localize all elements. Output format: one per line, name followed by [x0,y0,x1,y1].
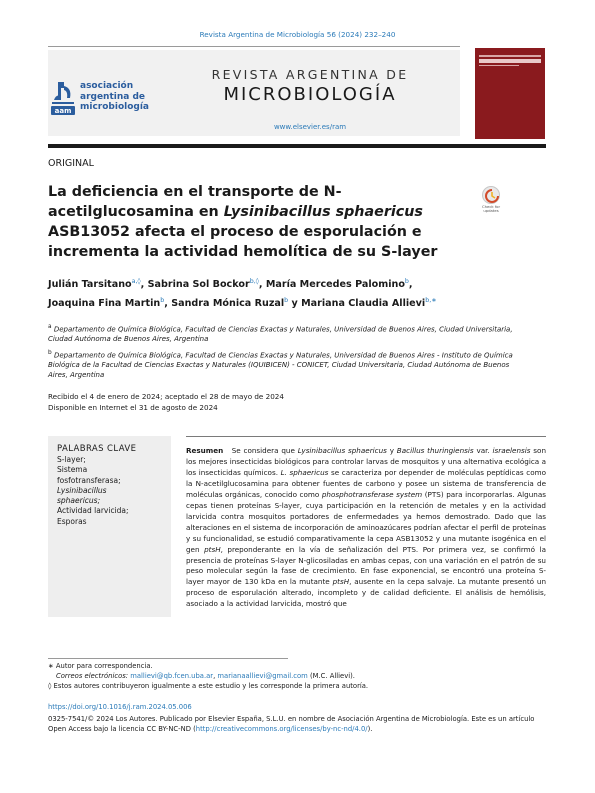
doi-link[interactable]: https://doi.org/10.1016/j.ram.2024.05.006 [48,703,192,711]
logo-abbr: aam [54,107,72,115]
keyword-item: sphaericus; [57,496,101,506]
author-name[interactable]: Joaquina Fina Martin [48,298,161,310]
check-updates-icon [482,186,500,204]
footnote-rule [48,658,288,659]
keyword-item: S-layer; [57,455,86,464]
author-affil-link[interactable]: a,◊ [131,278,141,285]
keyword-item: Sistema [57,465,88,475]
journal-cover-thumbnail [475,48,545,139]
author-name[interactable]: Julián Tarsitano [48,279,132,291]
check-updates-label: Check for updates [481,204,501,214]
author-name[interactable]: Sabrina Sol Bockor [147,279,250,291]
author-affil-link[interactable]: b [404,278,409,285]
article-section: ORIGINAL [48,158,94,169]
abstract-label: Resumen [186,446,224,455]
logo-text: asociación argentina de microbiología [80,81,149,112]
affiliation-b: $^b$ Departamento de Química Biológica, Facultad de Ciencias Exactas y Naturales, Universidad de Buenos Aires - Instituto de Química Biológica de la Facultad de Ciencias Exactas y Naturales (IQUIBICEN) - CONICET, Ciudad Universitaria, Ciudad Autónoma de Buenos Aires, Argentina [48,350,513,380]
author-name[interactable]: Sandra Mónica Ruzal [171,298,285,310]
author-list: Julián Tarsitano$^{a,◊}$, Sabrina Sol Bockor$^{b,◊}$, María Mercedes Palomino$^b$, Joaquina Fina Martin$^b$, Sandra Mónica Ruzal$^b$ y Mariana Claudia Allievi$^{b,∗}$ [48,278,437,310]
author-affil-link[interactable]: b [284,297,289,305]
license-text: 0325-7541/© 2024 Los Autores. Publicado por Elsevier España, S.L.U. en nombre de Asociación Argentina de Microbiología. Este es un artículo Open Access bajo la licencia CC BY-NC-ND (http://creativecommons.org/licenses/by-nc-nd/4.0/). [48,715,535,733]
footnote-emails: Correos electrónicos: mallievi@qb.fcen.uba.ar, marianaallievi@gmail.com (M.C. Allievi). [56,672,355,680]
header-rule [48,46,460,47]
author-affil-link[interactable]: b [160,297,165,305]
author-name[interactable]: Mariana Claudia Allievi [301,298,426,310]
affiliation-a: $^a$ Departamento de Química Biológica, Facultad de Ciencias Exactas y Naturales, Universidad de Buenos Aires, Ciudad Universitaria, Ciudad Autónoma de Buenos Aires, Argentina [48,324,513,344]
aam-logo-icon [50,80,76,116]
author-name[interactable]: María Mercedes Palomino [265,279,405,291]
email-link-2[interactable]: marianaallievi@gmail.com [217,672,308,680]
journal-name-line1: REVISTA ARGENTINA DE [211,67,409,82]
keyword-item: Lysinibacillus [57,485,107,495]
journal-website-link[interactable]: www.elsevier.es/ram [273,123,347,131]
email-link-1[interactable]: mallievi@qb.fcen.uba.ar [130,672,214,680]
author-affil-link[interactable]: b,∗ [425,297,437,305]
keyword-item: Actividad larvicida; [57,506,129,516]
footnote-corresponding: ∗ Autor para correspondencia. [48,662,153,670]
keyword-item: Esporas [57,516,87,526]
license-link[interactable]: http://creativecommons.org/licenses/by-nc-nd/4.0/ [195,725,368,733]
article-title: La deficiencia en el transporte de N-acetilglucosamina en Lysinibacillus sphaericus ASB13052 afecta el proceso de esporulación e incrementa la actividad hemolítica de su S-layer [48,184,438,260]
online-date: Disponible en Internet el 31 de agosto de 2024 [48,402,218,412]
abstract-text [186,446,546,610]
keywords-box [48,436,171,617]
aam-logo [50,80,160,116]
footnote-equal-contribution: ◊ Estos autores contribuyeron igualmente a este estudio y les corresponde la primera autoría. [48,682,369,690]
keyword-item: fosfotransferasa; [57,475,121,485]
section-divider [48,144,546,148]
abstract-rule [186,436,546,437]
received-date: Recibido el 4 de enero de 2024; aceptado el 28 de mayo de 2024 [48,392,284,401]
article-dates [48,392,518,413]
author-affil-link[interactable]: b,◊ [249,278,259,285]
footnotes [48,661,538,691]
abstract-body: Se considera que Lysinibacillus sphaericus y Bacillus thuringiensis var. israelensis son los mejores insecticidas biológicos para controlar larvas de mosquitos y una alternativa ecológica a los insecticidas químicos. L. sphaericus se caracteriza por depender de moléculas peptídicas como la N-acetilglucosamina para obtener fuentes de carbono y posee un sistema de transferencia de moléculas orgánicas, conocido como phosphotransferase system (PTS) para incorporarlas. Algunas cepas tienen proteínas S-layer, cuya participación en la retención de metales y en la actividad larvicida contra mosquitos portadores de enfermedades ya hemos demostrado. Dado que las alteraciones en el sistema de incorporación de aminoazúcares podrían afectar el perfil de proteínas y su funcionalidad, se estudió comparativamente la cepa ASB13052 y una mutante isogénica en el gen ptsH, preponderante en la vía de señalización del PTS. Por primera vez, se confirmó la presencia de proteínas S-layer N-glicosiladas en ambas cepas, con una variación en el patrón de su peso molecular según la fase de crecimiento. En fase exponencial, se encontró una proteína S-layer mayor de 130 kDa en la mutante ptsH, ausente en la cepa salvaje. La mutante presentó un proceso de esporulación alterado, incompleto y de calidad deficiente. El análisis de hemólisis, asociado a la actividad larvicida, mostró que [186,446,547,609]
check-for-updates-button[interactable] [474,186,508,216]
journal-name-line2: MICROBIOLOGÍA [223,84,397,105]
keywords-heading: PALABRAS CLAVE [57,444,137,454]
journal-reference[interactable]: Revista Argentina de Microbiología 56 (2024) 232–240 [199,30,396,39]
